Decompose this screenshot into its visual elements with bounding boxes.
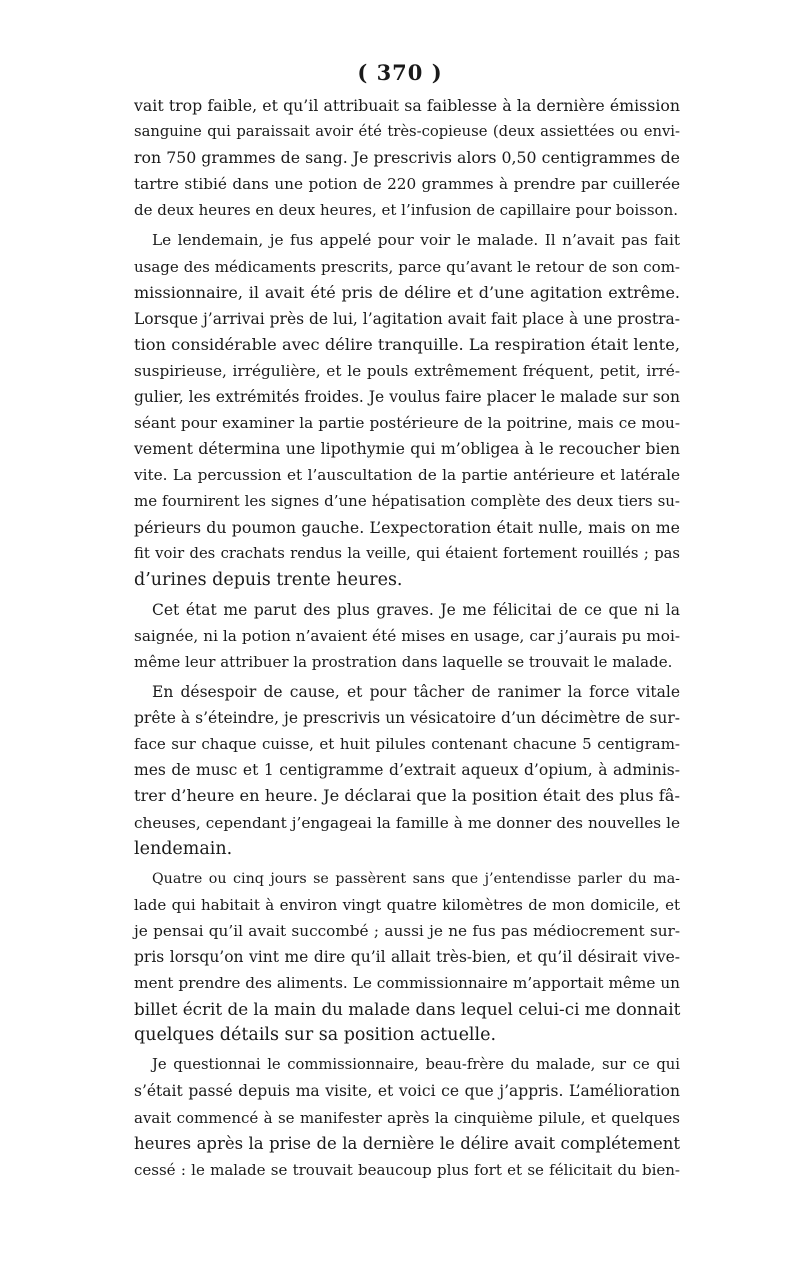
text-line: heures après la prise de la dernière le délire avait complétement <box>134 1133 680 1153</box>
text-line: Je questionnai le commissionnaire, beau-frère du malade, sur ce qui <box>152 1056 680 1074</box>
text-line: s’était passé depuis ma visite, et voici ce que j’appris. L’amélioration <box>134 1082 680 1101</box>
text-line: suspirieuse, irrégulière, et le pouls extrêmement fréquent, petit, irré- <box>134 361 680 380</box>
body-text <box>134 93 680 1187</box>
text-line: tartre stibié dans une potion de 220 grammes à prendre par cuillerée <box>134 175 680 194</box>
text-line: gulier, les extrémités froides. Je voulus faire placer le malade sur son <box>134 388 680 407</box>
text-line: En désespoir de cause, et pour tâcher de ranimer la force vitale <box>152 683 680 702</box>
text-line: prête à s’éteindre, je prescrivis un vésicatoire d’un décimètre de sur- <box>134 709 680 728</box>
text-line: pris lorsqu’on vint me dire qu’il allait très-bien, et qu’il désirait vive- <box>134 948 680 966</box>
text-line: vait trop faible, et qu’il attribuait sa faiblesse à la dernière émission <box>134 96 680 115</box>
text-line: avait commencé à se manifester après la cinquième pilule, et quelques <box>134 1108 680 1127</box>
paragraph <box>134 679 680 862</box>
text-line: cessé : le malade se trouvait beaucoup plus fort et se félicitait du bien- <box>134 1160 680 1179</box>
text-line: ron 750 grammes de sang. Je prescrivis alors 0,50 centigrammes de <box>134 148 680 168</box>
text-line: face sur chaque cuisse, et huit pilules contenant chacune 5 centigram- <box>134 735 680 754</box>
text-line: saignée, ni la potion n’avaient été mises en usage, car j’aurais pu moi- <box>134 626 680 645</box>
text-line: de deux heures en deux heures, et l’infusion de capillaire pour boisson. <box>134 201 678 220</box>
paragraph <box>134 227 680 592</box>
text-line: billet écrit de la main du malade dans lequel celui-ci me donnait <box>134 999 681 1020</box>
text-line: Quatre ou cinq jours se passèrent sans que j’entendisse parler du ma- <box>152 870 680 887</box>
text-line: séant pour examiner la partie postérieure de la poitrine, mais ce mou- <box>134 414 680 433</box>
text-line: lade qui habitait à environ vingt quatre kilomètres de mon domicile, et <box>134 895 680 914</box>
text-line: sanguine qui paraissait avoir été très-copieuse (deux assiettées ou envi- <box>134 123 680 141</box>
text-line: missionnaire, il avait été pris de délire et d’une agitation extrême. <box>134 282 680 302</box>
text-line: Le lendemain, je fus appelé pour voir le malade. Il n’avait pas fait <box>152 231 680 250</box>
text-line: périeurs du poumon gauche. L’expectoration était nulle, mais on me <box>134 517 680 537</box>
text-line: lendemain. <box>134 838 233 859</box>
paragraph <box>134 866 680 1049</box>
text-line: trer d’heure en heure. Je déclarai que la position était des plus fâ- <box>134 786 680 806</box>
paragraph <box>134 1052 680 1182</box>
text-line: ment prendre des aliments. Le commissionnaire m’apportait même un <box>134 974 680 993</box>
text-line: cheuses, cependant j’engageai la famille à me donner des nouvelles le <box>134 813 680 832</box>
text-line: je pensai qu’il avait succombé ; aussi je ne fus pas médiocrement sur- <box>134 921 680 940</box>
paragraph <box>134 597 680 675</box>
text-line: mes de musc et 1 centigramme d’extrait aqueux d’opium, à adminis- <box>134 761 680 780</box>
text-line: quelques détails sur sa position actuelle. <box>134 1025 497 1046</box>
text-line: d’urines depuis trente heures. <box>134 569 403 590</box>
text-line: vement détermina une lipothymie qui m’obligea à le recoucher bien <box>134 439 680 459</box>
text-line: me fournirent les signes d’une hépatisation complète des deux tiers su- <box>134 492 680 511</box>
text-line: fit voir des crachats rendus la veille, qui étaient fortement rouillés ; pas <box>134 544 680 562</box>
text-line: même leur attribuer la prostration dans laquelle se trouvait le malade. <box>134 652 673 671</box>
text-line: Cet état me parut des plus graves. Je me félicitai de ce que ni la <box>152 600 680 619</box>
text-line: Lorsque j’arrivai près de lui, l’agitation avait fait place à une prostra- <box>134 309 680 328</box>
text-line: tion considérable avec délire tranquille. La respiration était lente, <box>134 334 680 354</box>
text-line: usage des médicaments prescrits, parce qu’avant le retour de son com- <box>134 257 680 276</box>
page-number: ( 370 ) <box>357 60 443 85</box>
text-line: vite. La percussion et l’auscultation de la partie antérieure et latérale <box>134 466 680 485</box>
paragraph <box>134 93 680 223</box>
